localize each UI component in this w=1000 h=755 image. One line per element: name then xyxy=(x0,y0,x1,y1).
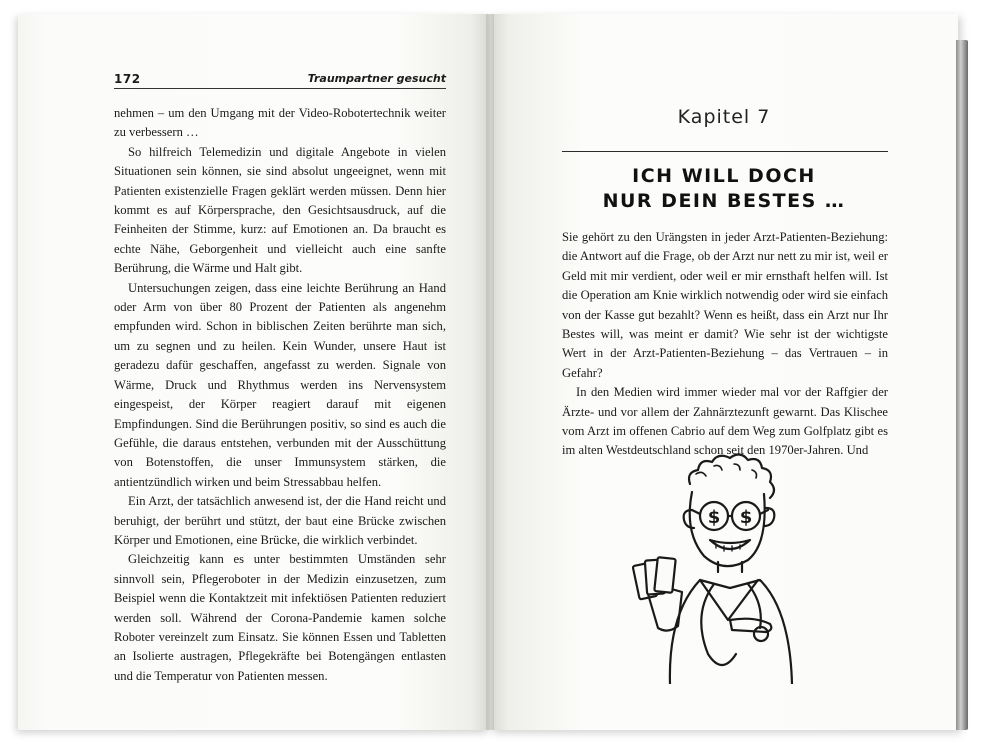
chapter-title-line: ICH WILL DOCH xyxy=(632,165,816,187)
running-header xyxy=(114,64,446,89)
paragraph: Sie gehört zu den Urängsten in jeder Arzt-Patienten-Beziehung: die Antwort auf die Frage, ob der Arzt nur nett zu mir ist, weil er Geld mit mir verdient, oder weil er mir ernsthaft helfen will. Ist die Operation am Knie wirklich notwendig oder wird sie einfach von der Kasse gut bezahlt? Wenn es heißt, dass ein Arzt nur Ihr Bestes will, was meint er damit? Wie sehr ist der wichtigste Wert in der Arzt-Patienten-Beziehung – das Vertrauen – in Gefahr? xyxy=(562,230,888,380)
chapter-label: Kapitel 7 xyxy=(677,106,771,128)
paragraph: Untersuchungen zeigen, dass eine leichte Berührung an Hand oder Arm von über 80 Prozent der Patienten als angenehm empfunden wird. Schon in biblischen Zeiten berührte man sich, um zu segnen und zu heilen. Kein Wunder, unsere Haut ist geradezu dafür geschaffen, angefasst zu werden. Signale von Wärme, Druck und Rhythmus werden ins Nervensystem eingespeist, der Körper reagiert darauf mit eigenen Empfindungen. Sind die Berührungen positiv, so sind es auch die Gefühle, die daraus entstehen, verbunden mit der Ausschüttung von Botenstoffen, die unser Immunsystem stärken, die antientzündlich wirken und beim Stressabbau helfen. xyxy=(114,280,446,489)
dollar-eye-right: $ xyxy=(739,507,753,528)
dollar-eye-left: $ xyxy=(707,507,721,528)
paragraph: Gleichzeitig kann es unter bestimmten Umständen sehr sinnvoll sein, Pflegeroboter in der Medizin einzusetzen, zum Beispiel wenn die Kontaktzeit mit infektiösen Patienten reduziert werden soll. Während der Corona-Pandemie kamen solche Roboter vereinzelt zum Einsatz. Sie können Essen und Tabletten an Isolierte austragen, Pflegekräfte bei Botengängen entlasten und die Temperatur von Patienten messen. xyxy=(114,552,446,683)
paragraph: So hilfreich Telemedizin und digitale Angebote in vielen Situationen sein können, sie sind absolut ungeeignet, wenn mit Patienten existenzielle Fragen geklärt werden müssen. Denn hier kommt es auf Körpersprache, den Gesichtsausdruck, auf die Feinheiten der Stimme, kurz: auf Emotionen an. Da braucht es echte Nähe, Geborgenheit und vielleicht auch eine sanfte Berührung, die Wärme und Halt gibt. xyxy=(114,144,446,276)
left-body-text xyxy=(114,104,446,686)
hair xyxy=(689,454,774,498)
left-page xyxy=(18,14,490,730)
chapter-title xyxy=(490,164,958,214)
book-spread xyxy=(18,14,968,736)
page-number: 172 xyxy=(114,72,141,86)
greedy-doctor-illustration xyxy=(630,444,830,684)
running-title: Traumpartner gesucht xyxy=(307,72,446,85)
chapter-rule xyxy=(562,151,888,152)
right-page xyxy=(490,14,958,730)
paragraph: In den Medien wird immer wieder mal vor der Raffgier der Ärzte- und vor allem der Zahnärztezunft gewarnt. Das Klischee vom Arzt im offenen Cabrio auf dem Weg zum Golfplatz gibt es im alten Westdeutschland schon seit den 1970er-Jahren. Und xyxy=(562,385,888,458)
paragraph: nehmen – um den Umgang mit der Video-Robotertechnik weiter zu verbessern … xyxy=(114,106,446,140)
page-edge-stack xyxy=(956,40,968,730)
paragraph: Ein Arzt, der tatsächlich anwesend ist, der die Hand reicht und beruhigt, der berührt und stützt, der baut eine Brücke zwischen Körper und Emotionen, eine Brücke, die wirklich verbindet. xyxy=(114,494,446,547)
chapter-title-line: NUR DEIN BESTES … xyxy=(602,190,846,212)
right-body-text xyxy=(562,228,888,461)
coat xyxy=(670,580,792,684)
book-gutter xyxy=(486,14,494,730)
